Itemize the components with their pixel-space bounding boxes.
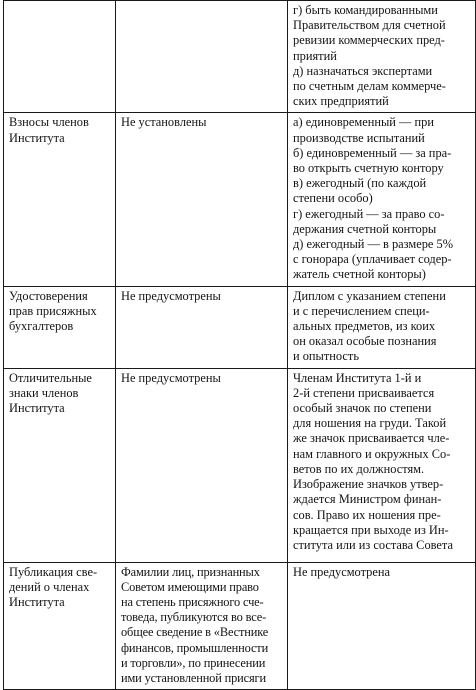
text-line: во открыть счетную контору [293,161,444,176]
text-line: Советом имеющими право [121,579,259,594]
text-line: Удостоверения [9,288,88,303]
text-line: ими установленной присяги [121,671,266,686]
table-row [4,562,476,690]
text-line: ветов по их должностям. [293,461,425,476]
text-line: Изображение значков утвер- [293,477,444,492]
text-line: общее сведение в «Вестнике [121,625,269,640]
text-line: же значок присваивается чле- [293,431,450,446]
text-line: ских предприятий [293,94,389,109]
text-line: а) единовременный — при [293,115,434,130]
text-line: нам главного и окружных Со- [293,446,451,461]
text-line: приятий [293,48,337,63]
row-label-cell [4,286,116,368]
text-line: и опытность [293,349,359,364]
text-line: прав присяжных [9,303,97,318]
text-line: д) назначаться экспертами [293,63,433,78]
text-line: б) единовременный — за пра- [293,145,452,160]
old-regulation-cell [116,368,288,562]
table-row [4,286,476,368]
text-line: г) ежегодный — за право со- [293,206,445,221]
text-line: Отличительные [9,370,92,385]
table-row [4,113,476,286]
text-line: и торговли», по принесении [121,655,266,670]
text-line: и с перечислением специ- [293,303,430,318]
text-line: 2-й степени присваивается [293,385,435,400]
row-label-cell [4,562,116,690]
new-regulation-cell [288,562,476,690]
table-body [4,1,476,690]
text-line: Публикация све- [9,564,98,579]
text-line: финансов, промышленности [121,640,269,655]
text-line: Диплом с указанием степени [293,288,446,303]
new-regulation-cell [288,1,476,113]
text-line: знаки членов [9,385,79,400]
old-regulation-cell [116,286,288,368]
text-line: д) ежегодный — в размере 5% [293,237,454,252]
text-line: Не предусмотрены [121,288,221,303]
text-line: производстве испытаний [293,130,425,145]
text-line: держания счетной конторы [293,221,437,236]
text-line: Не предусмотрена [293,564,390,579]
old-regulation-cell [116,113,288,286]
text-line: Не установлены [121,115,207,130]
comparison-table [3,0,476,690]
text-line: ревизии коммерческих пред- [293,33,445,48]
row-label-cell [4,1,116,113]
text-line: Правительством для счетной [293,18,446,33]
text-line: товеда, публикуются во все- [121,610,267,625]
text-line: сов. Право их ношения пре- [293,507,441,522]
text-line: в) ежегодный (по каждой [293,176,427,191]
text-line: на степень присяжного сче- [121,595,264,610]
text-line: кращается при выходе из Ин- [293,522,449,537]
text-line: Института [9,401,65,416]
text-line: для ношения на груди. Такой [293,416,447,431]
text-line: по счетным делам коммерче- [293,79,446,94]
text-line: альных предметов, из коих [293,319,436,334]
text-line: ждается Министром финан- [293,492,442,507]
text-line: жатель счетной конторы) [293,267,426,282]
text-line: Взносы членов [9,115,89,130]
text-line: Не предусмотрены [121,370,221,385]
text-line: бухгалтеров [9,319,74,334]
text-line: ститута или из состава Совета [293,537,453,552]
text-line: он оказал особые познания [293,334,437,349]
text-line: г) быть командированными [293,3,438,17]
text-line: Членам Института 1-й и [293,370,422,385]
text-line: с гонорара (уплачивает содер- [293,252,452,267]
new-regulation-cell [288,113,476,286]
old-regulation-cell [116,562,288,690]
row-label-cell [4,113,116,286]
text-line: Фамилии лиц, признанных [121,564,260,579]
new-regulation-cell [288,286,476,368]
table-row [4,1,476,113]
old-regulation-cell [116,1,288,113]
table-row [4,368,476,562]
text-line: дений о членах [9,579,90,594]
text-line: особый значок по степени [293,401,432,416]
new-regulation-cell [288,368,476,562]
row-label-cell [4,368,116,562]
text-line: Института [9,130,65,145]
text-line: Института [9,595,65,610]
text-line: степени особо) [293,191,373,206]
